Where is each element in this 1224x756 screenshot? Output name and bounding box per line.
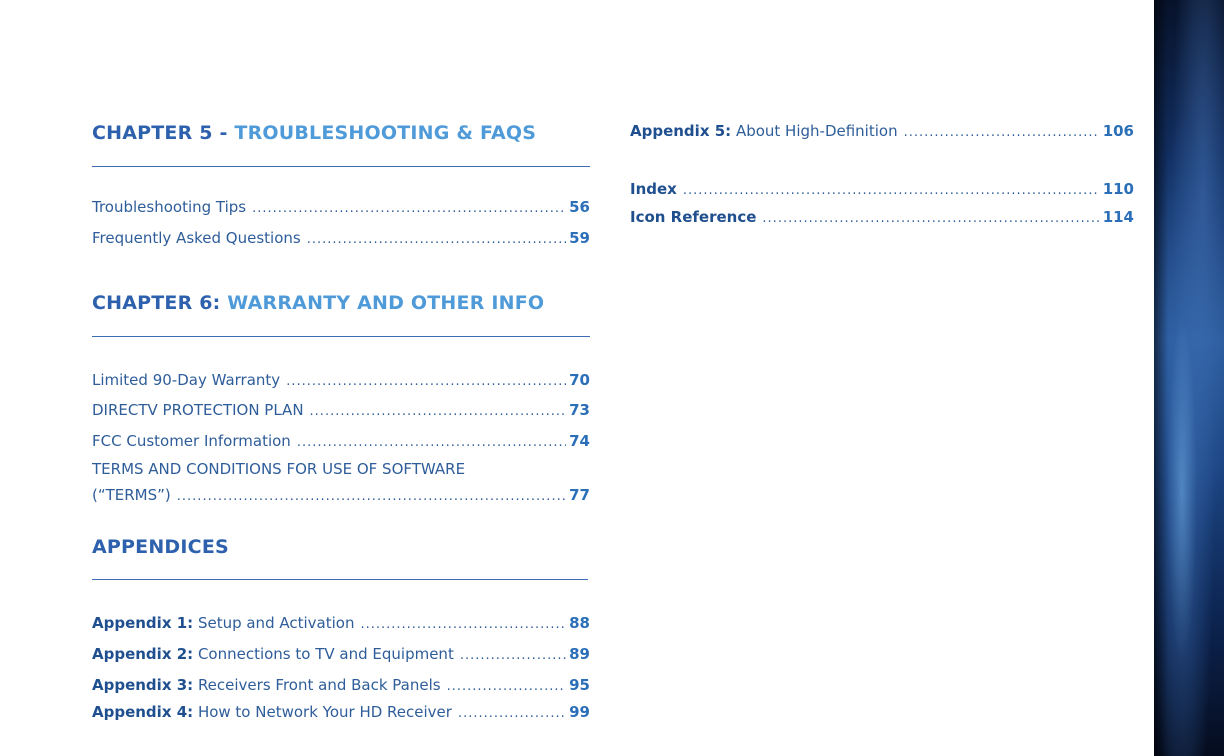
toc-entry-terms[interactable] [92,485,590,505]
toc-entry-page: 95 [569,676,590,694]
toc-leader-dots [904,123,1100,143]
toc-leader-dots [360,615,566,635]
toc-entry-label: DIRECTV PROTECTION PLAN [92,401,304,419]
toc-leader-dots [286,372,566,392]
toc-leader-dots [683,181,1100,201]
toc-entry-page: 59 [569,229,590,247]
toc-entry-label [630,121,904,141]
toc-entry-appendix-4[interactable] [92,702,590,722]
appendix-prefix: Appendix 2: [92,645,194,663]
toc-entry-page: 110 [1102,180,1134,198]
toc-entry-label: Limited 90-Day Warranty [92,371,281,389]
toc-leader-dots [252,199,566,219]
appendices-divider [92,579,588,580]
toc-entry-appendix-2[interactable] [92,644,590,664]
chapter-6-divider [92,336,590,337]
toc-entry-page: 73 [569,401,590,419]
toc-entry-appendix-1[interactable] [92,613,590,633]
toc-entry-fcc-info[interactable] [92,431,590,451]
toc-entry-appendix-3[interactable] [92,675,590,695]
toc-leader-dots [458,704,566,724]
toc-entry-page: 89 [569,645,590,663]
appendix-title: Setup and Activation [197,614,355,632]
toc-leader-dots [307,230,566,250]
appendix-prefix: Appendix 4: [92,703,194,721]
toc-entry-label: Frequently Asked Questions [92,229,301,247]
toc-entry-page: 70 [569,371,590,389]
toc-entry-index[interactable] [630,179,1134,199]
toc-entry-protection-plan[interactable] [92,400,590,420]
chapter-6-title: WARRANTY AND OTHER INFO [227,292,545,314]
toc-entry-label: Troubleshooting Tips [92,198,247,216]
toc-leader-dots [177,487,566,507]
toc-entry-page: 56 [569,198,590,216]
toc-entry-faqs[interactable] [92,228,590,248]
toc-leader-dots [762,209,1099,229]
toc-leader-dots [297,433,566,453]
toc-entry-page: 106 [1102,122,1134,140]
toc-entry-limited-warranty[interactable] [92,370,590,390]
toc-entry-label: Index [630,180,677,198]
toc-entry-appendix-5[interactable] [630,121,1134,141]
toc-leader-dots [460,646,566,666]
toc-entry-page: 99 [569,703,590,721]
chapter-5-number: CHAPTER 5 - [92,122,235,144]
toc-entry-label: Icon Reference [630,208,757,226]
toc-entry-page: 114 [1102,208,1134,226]
appendix-title: Receivers Front and Back Panels [197,676,441,694]
toc-entry-label [92,702,458,722]
appendix-title: How to Network Your HD Receiver [197,703,452,721]
toc-leader-dots [447,677,567,697]
toc-entry-label [92,613,360,633]
toc-entry-icon-reference[interactable] [630,207,1134,227]
toc-entry-label: (“TERMS”) [92,486,171,504]
appendices-heading: APPENDICES [92,536,229,558]
chapter-5-title: TROUBLESHOOTING & FAQS [234,122,537,144]
chapter-5-divider [92,166,590,167]
appendix-prefix: Appendix 5: [630,122,732,140]
toc-entry-page: 74 [569,432,590,450]
appendix-prefix: Appendix 1: [92,614,194,632]
toc-entry-label [92,644,460,664]
toc-entry-label: FCC Customer Information [92,432,291,450]
toc-entry-troubleshooting-tips[interactable] [92,197,590,217]
appendix-title: Connections to TV and Equipment [197,645,454,663]
appendix-title: About High-Definition [735,122,898,140]
appendix-prefix: Appendix 3: [92,676,194,694]
chapter-6-heading [92,291,590,315]
toc-entry-page: 88 [569,614,590,632]
decorative-edge-band [1154,0,1224,756]
toc-entry-label [92,675,447,695]
chapter-5-heading [92,121,590,145]
toc-leader-dots [310,402,567,422]
chapter-6-number: CHAPTER 6: [92,292,228,314]
toc-entry-terms-line1[interactable]: TERMS AND CONDITIONS FOR USE OF SOFTWARE [92,460,466,478]
toc-entry-page: 77 [569,486,590,504]
